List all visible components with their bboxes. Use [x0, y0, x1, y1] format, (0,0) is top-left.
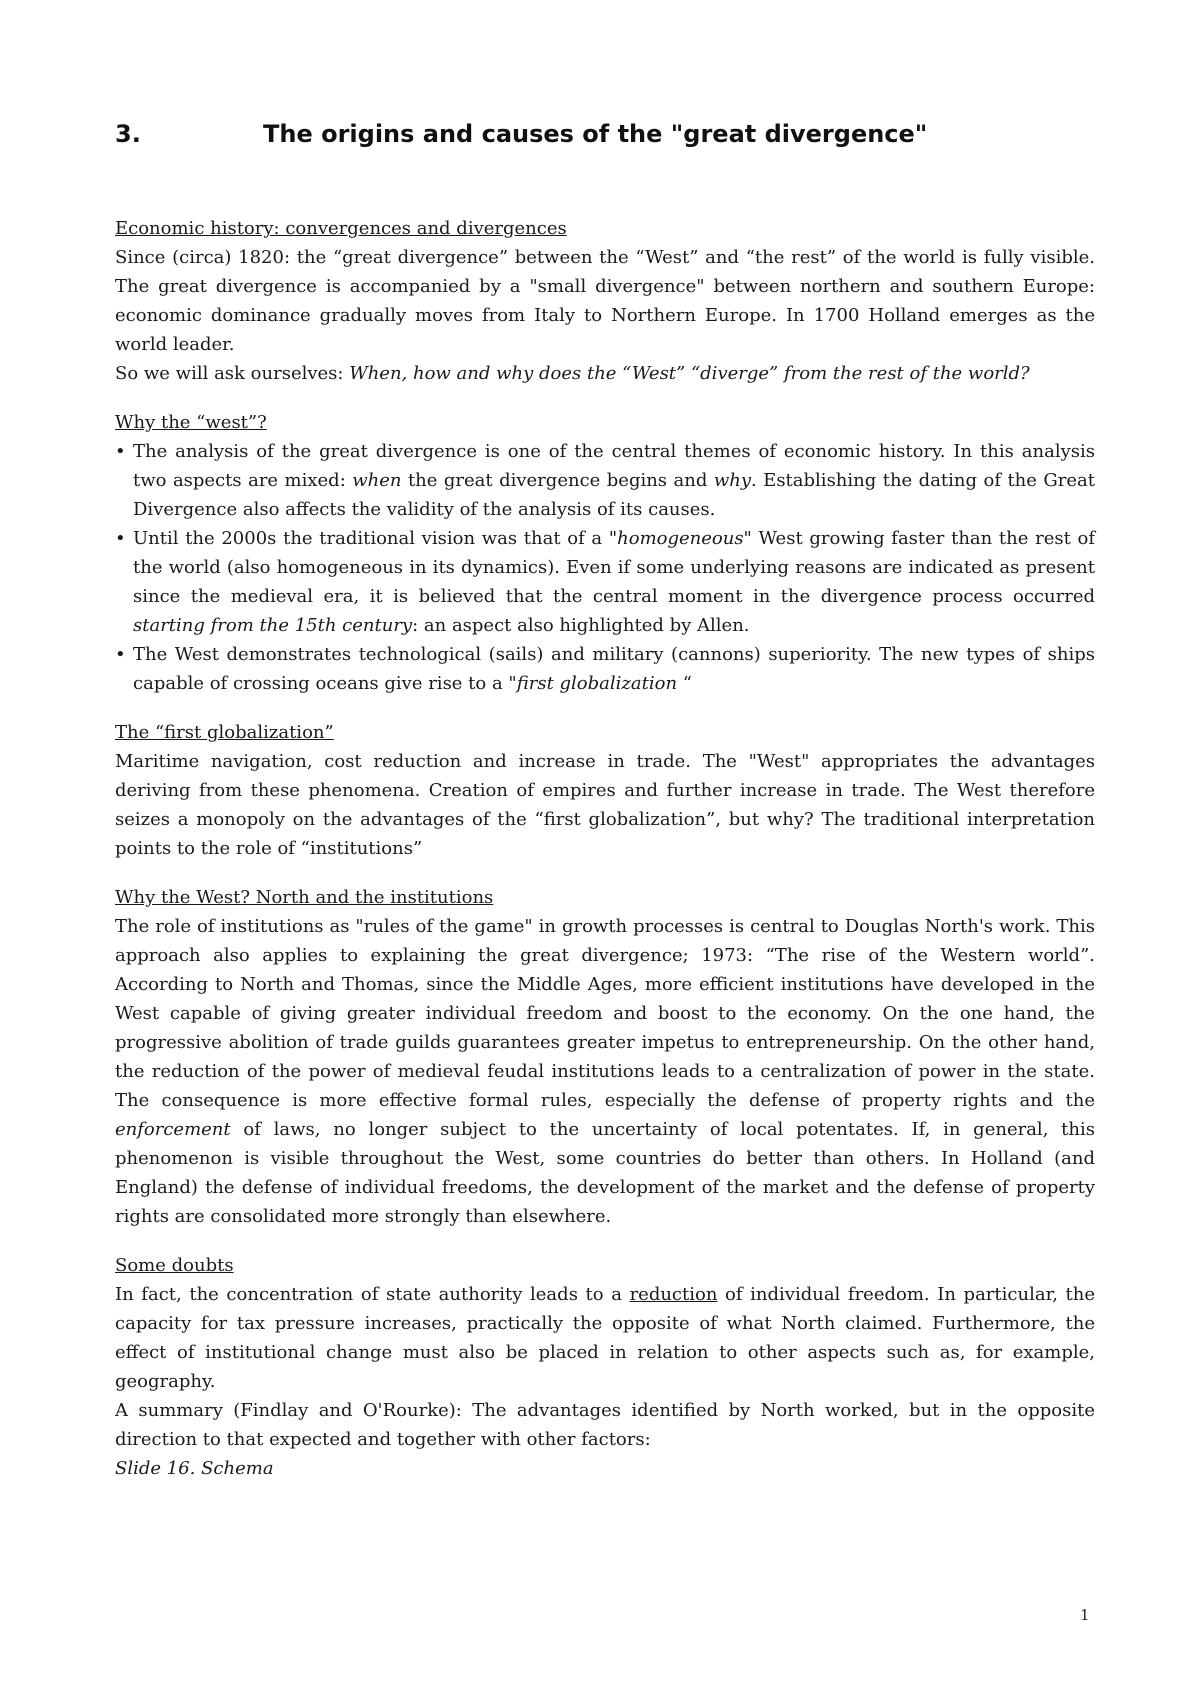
subsection-title-why-west: Why the “west”?	[115, 412, 267, 433]
bullet-text: the great divergence begins and	[401, 470, 714, 491]
italic-text: why	[713, 470, 751, 491]
italic-text: "homogeneous"	[608, 528, 752, 549]
page-number: 1	[1080, 1606, 1090, 1624]
subsection-title-first-globalization: The “first globalization”	[115, 722, 334, 743]
paragraph-text: The role of institutions as "rules of the game" in growth processes is central to Douglas North's work. This approach also applies to explaining the great divergence; 1973: “The rise of the Western world”. According to North and Thomas, since the Middle Ages, more efficient institutions have developed in the West capable of giving greater individual freedom and boost to the economy. On the one hand, the progressive abolition of trade guilds guarantees greater impetus to entrepreneurship. On the other hand, the reduction of the power of medieval feudal institutions leads to a centralization of power in the state. The consequence is more effective formal rules, especially the defense of property rights and the	[115, 916, 1095, 1111]
bullet-list-why-west	[115, 437, 1095, 698]
document-body	[115, 214, 1095, 1483]
paragraph-great-divergence-intro: Since (circa) 1820: the “great divergence” between the “West” and “the rest” of the world is fully visible. The great divergence is accompanied by a "small divergence" between northern and southern Europe: economic dominance gradually moves from Italy to Northern Europe. In 1700 Holland emerges as the world leader.	[115, 247, 1095, 355]
section-number: 3.	[115, 120, 141, 148]
bullet-item	[115, 640, 1095, 698]
bullet-item	[115, 437, 1095, 524]
paragraph-text: In fact, the concentration of state authority leads to a	[115, 1284, 630, 1305]
research-question-lead: So we will ask ourselves:	[115, 363, 350, 384]
slide-reference	[115, 1454, 1095, 1483]
paragraph-some-doubts	[115, 1280, 1095, 1396]
bullet-text: : an aspect also highlighted by Allen.	[412, 615, 750, 636]
paragraph-north-institutions	[115, 912, 1095, 1231]
underlined-text: reduction	[629, 1284, 718, 1305]
paragraph-first-globalization: Maritime navigation, cost reduction and increase in trade. The "West" appropriates the advantages deriving from these phenomena. Creation of empires and further increase in trade. The West therefore seizes a monopoly on the advantages of the “first globalization”, but why? The traditional interpretation points to the role of “institutions”	[115, 751, 1095, 859]
bullet-text: West growing faster than the rest of the world (also homogeneous in its dynamics). Even if some underlying reasons are indicated as present since the medieval era, it is believed that the central moment in the divergence process occurred	[133, 528, 1096, 607]
slide-reference-text: Slide 16. Schema	[115, 1458, 274, 1479]
bullet-text: The West demonstrates technological (sails) and military (cannons) superiority. The new types of ships capable of crossing oceans give rise to a "	[133, 644, 1095, 694]
bullet-item	[115, 524, 1095, 640]
bullet-text: . Establishing the dating of the Great Divergence also affects the validity of the analysis of its causes.	[133, 470, 1095, 520]
section-title: The origins and causes of the "great divergence"	[263, 120, 928, 148]
paragraph-summary: A summary (Findlay and O'Rourke): The advantages identified by North worked, but in the opposite direction to that expected and together with other factors:	[115, 1400, 1095, 1450]
section-heading	[115, 118, 927, 150]
italic-text: starting from the 15th century	[133, 615, 413, 636]
paragraph-text: of laws, no longer subject to the uncertainty of local potentates. If, in general, this phenomenon is visible throughout the West, some countries do better than others. In Holland (and England) the defense of individual freedoms, the development of the market and the defense of property rights are consolidated more strongly than elsewhere.	[115, 1119, 1095, 1227]
paragraph-text: of individual freedom. In particular, the capacity for tax pressure increases, practically the opposite of what North claimed. Furthermore, the effect of institutional change must also be placed in relation to other aspects such as, for example, geography.	[115, 1284, 1096, 1392]
subsection-title-north-institutions: Why the West? North and the institutions	[115, 887, 494, 908]
bullet-text: Until the 2000s the traditional vision was that of a	[133, 528, 609, 549]
subsection-title-some-doubts: Some doubts	[115, 1255, 234, 1276]
bullet-text: The analysis of the great divergence is one of the central themes of economic history. In this analysis two aspects are mixed:	[133, 441, 1095, 491]
bullet-text: “	[677, 673, 692, 694]
italic-text: when	[352, 470, 402, 491]
research-question: When, how and why does the “West” “diverge” from the rest of the world?	[349, 363, 1030, 384]
italic-text: enforcement	[115, 1119, 231, 1140]
italic-text: first globalization	[516, 673, 678, 694]
subsection-title-convergences: Economic history: convergences and divergences	[115, 218, 567, 239]
paragraph-research-question	[115, 359, 1095, 388]
